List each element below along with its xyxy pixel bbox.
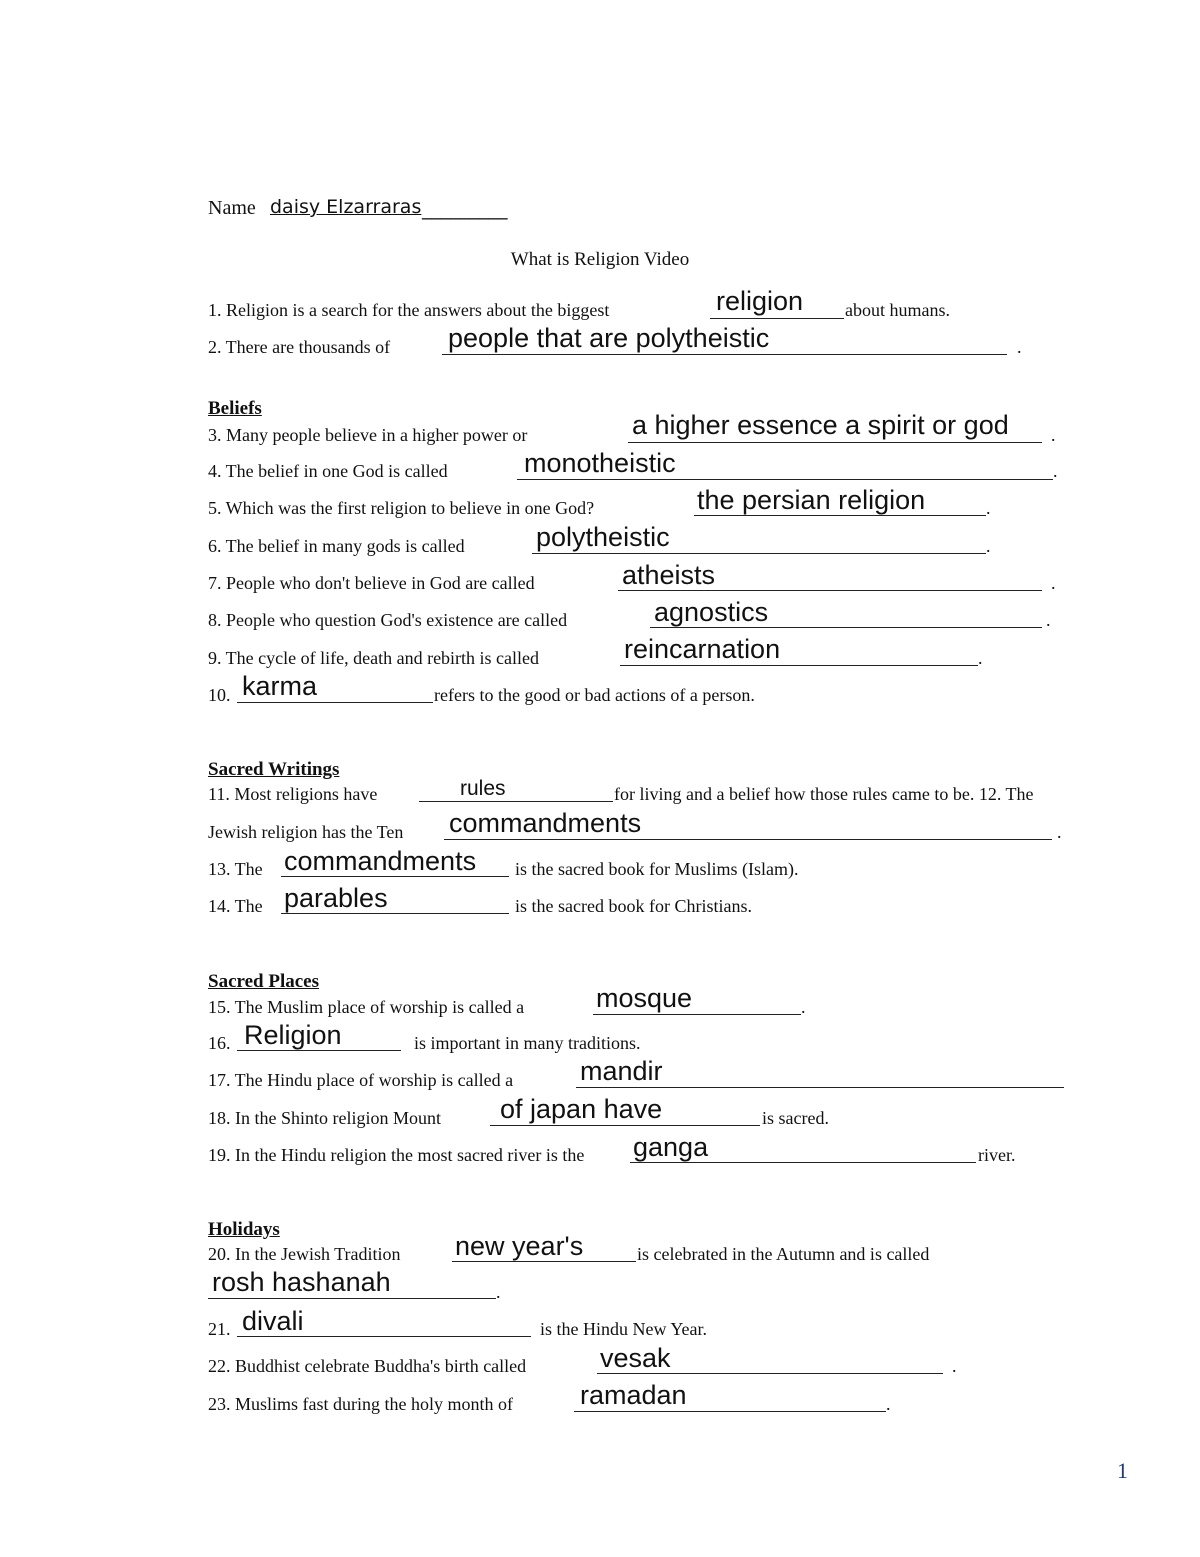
section-heading-beliefs: Beliefs [208, 398, 262, 419]
q15-text: 15. The Muslim place of worship is called a [208, 997, 525, 1017]
q23-text-post: . [886, 1394, 891, 1414]
q3-answer[interactable]: a higher essence a spirit or god [632, 410, 1009, 440]
name-label: Name [208, 197, 256, 219]
q20-answer[interactable]: new year's [455, 1231, 584, 1261]
q22-blank [597, 1373, 943, 1374]
q19-blank [630, 1162, 976, 1163]
q11-text-post: for living and a belief how those rules came to be. 12. The [614, 784, 1034, 804]
q20-text: 20. In the Jewish Tradition [208, 1244, 401, 1264]
q22-text-post: . [952, 1356, 957, 1376]
q21-answer[interactable]: divali [242, 1306, 304, 1336]
q9-text-post: . [978, 648, 983, 668]
q2-text: 2. There are thousands of [208, 337, 391, 357]
q7-blank [618, 590, 1042, 591]
q5-answer[interactable]: the persian religion [697, 485, 926, 515]
q18-text: 18. In the Shinto religion Mount [208, 1108, 441, 1128]
q23-blank [574, 1411, 886, 1412]
q17-answer[interactable]: mandir [580, 1056, 663, 1086]
q10-blank [237, 702, 433, 703]
q7-text: 7. People who don't believe in God are called [208, 573, 535, 593]
q19-text-post: river. [978, 1145, 1016, 1165]
q8-answer[interactable]: agnostics [654, 597, 769, 627]
q6-answer[interactable]: polytheistic [536, 522, 670, 552]
q3-text: 3. Many people believe in a higher power or [208, 425, 528, 445]
q11-answer[interactable]: rules [460, 777, 506, 800]
q20-text-post-2: . [496, 1282, 501, 1302]
q7-text-post: . [1051, 573, 1056, 593]
q18-blank [490, 1125, 760, 1126]
section-heading-sacred-places: Sacred Places [208, 971, 319, 992]
q11-text: 11. Most religions have [208, 784, 378, 804]
q23-text: 23. Muslims fast during the holy month of [208, 1394, 513, 1414]
q8-text-post: . [1046, 610, 1051, 630]
q1-text: 1. Religion is a search for the answers about the biggest [208, 300, 610, 320]
q20-blank [452, 1261, 636, 1262]
q12-text-post: . [1057, 822, 1062, 842]
section-heading-sacred-writings: Sacred Writings [208, 759, 340, 780]
q16-blank [237, 1050, 401, 1051]
q23-answer[interactable]: ramadan [580, 1380, 687, 1410]
q13-answer[interactable]: commandments [284, 846, 477, 876]
q2-text-post: . [1017, 337, 1022, 357]
q6-text-post: . [986, 536, 991, 556]
q13-text-post: is the sacred book for Muslims (Islam). [515, 859, 799, 879]
q21-text-post: is the Hindu New Year. [540, 1319, 707, 1339]
q21-text: 21. [208, 1319, 231, 1339]
section-heading-holidays: Holidays [208, 1219, 280, 1240]
q22-answer[interactable]: vesak [600, 1343, 671, 1373]
q20-blank-2 [208, 1298, 496, 1299]
q7-answer[interactable]: atheists [622, 560, 716, 590]
q15-blank [593, 1014, 801, 1015]
q14-text: 14. The [208, 896, 263, 916]
q10-text: 10. [208, 685, 231, 705]
q11-blank [419, 801, 613, 802]
q3-text-post: . [1051, 425, 1056, 445]
q1-blank [710, 318, 844, 319]
q4-blank [517, 479, 1053, 480]
q1-text-post: about humans. [845, 300, 950, 320]
q6-text: 6. The belief in many gods is called [208, 536, 465, 556]
q9-blank [620, 665, 978, 666]
q16-text-post: is important in many traditions. [414, 1033, 641, 1053]
q4-text-post: . [1053, 461, 1058, 481]
q5-blank [694, 515, 986, 516]
q12-text: Jewish religion has the Ten [208, 822, 404, 842]
name-underline: _________ [422, 198, 508, 220]
q17-text: 17. The Hindu place of worship is called a [208, 1070, 514, 1090]
q14-blank [281, 913, 509, 914]
q15-answer[interactable]: mosque [596, 983, 693, 1013]
page-number: 1 [1117, 1458, 1128, 1483]
q20-text-post: is celebrated in the Autumn and is called [637, 1244, 930, 1264]
q18-text-post: is sacred. [762, 1108, 829, 1128]
q18-answer[interactable]: of japan have [500, 1094, 663, 1124]
q12-blank [444, 839, 1052, 840]
q16-answer[interactable]: Religion [244, 1020, 342, 1050]
q10-text-post: refers to the good or bad actions of a person. [434, 685, 755, 705]
q4-answer[interactable]: monotheistic [524, 448, 676, 478]
q15-text-post: . [801, 997, 806, 1017]
q8-blank [650, 627, 1042, 628]
q3-blank [628, 442, 1042, 443]
q4-text: 4. The belief in one God is called [208, 461, 448, 481]
q22-text: 22. Buddhist celebrate Buddha's birth called [208, 1356, 527, 1376]
q16-text: 16. [208, 1033, 231, 1053]
q8-text: 8. People who question God's existence are called [208, 610, 568, 630]
q20-answer-2[interactable]: rosh hashanah [212, 1267, 391, 1297]
q17-blank [576, 1087, 1064, 1088]
q2-answer[interactable]: people that are polytheistic [448, 323, 770, 353]
q9-text: 9. The cycle of life, death and rebirth is called [208, 648, 540, 668]
q13-blank [281, 876, 509, 877]
q19-answer[interactable]: ganga [633, 1132, 709, 1162]
q1-answer[interactable]: religion [716, 286, 804, 316]
q5-text: 5. Which was the first religion to believe in one God? [208, 498, 595, 518]
q5-text-post: . [986, 498, 991, 518]
q19-text: 19. In the Hindu religion the most sacred river is the [208, 1145, 585, 1165]
name-field[interactable]: daisy Elzarraras [270, 196, 422, 218]
page-title: What is Religion Video [510, 249, 690, 270]
q2-blank [442, 354, 1007, 355]
q13-text: 13. The [208, 859, 263, 879]
q9-answer[interactable]: reincarnation [624, 634, 781, 664]
q14-answer[interactable]: parables [284, 883, 388, 913]
q21-blank [237, 1336, 531, 1337]
q6-blank [532, 553, 986, 554]
q12-answer[interactable]: commandments [449, 808, 642, 838]
q10-answer[interactable]: karma [242, 671, 318, 701]
q14-text-post: is the sacred book for Christians. [515, 896, 752, 916]
